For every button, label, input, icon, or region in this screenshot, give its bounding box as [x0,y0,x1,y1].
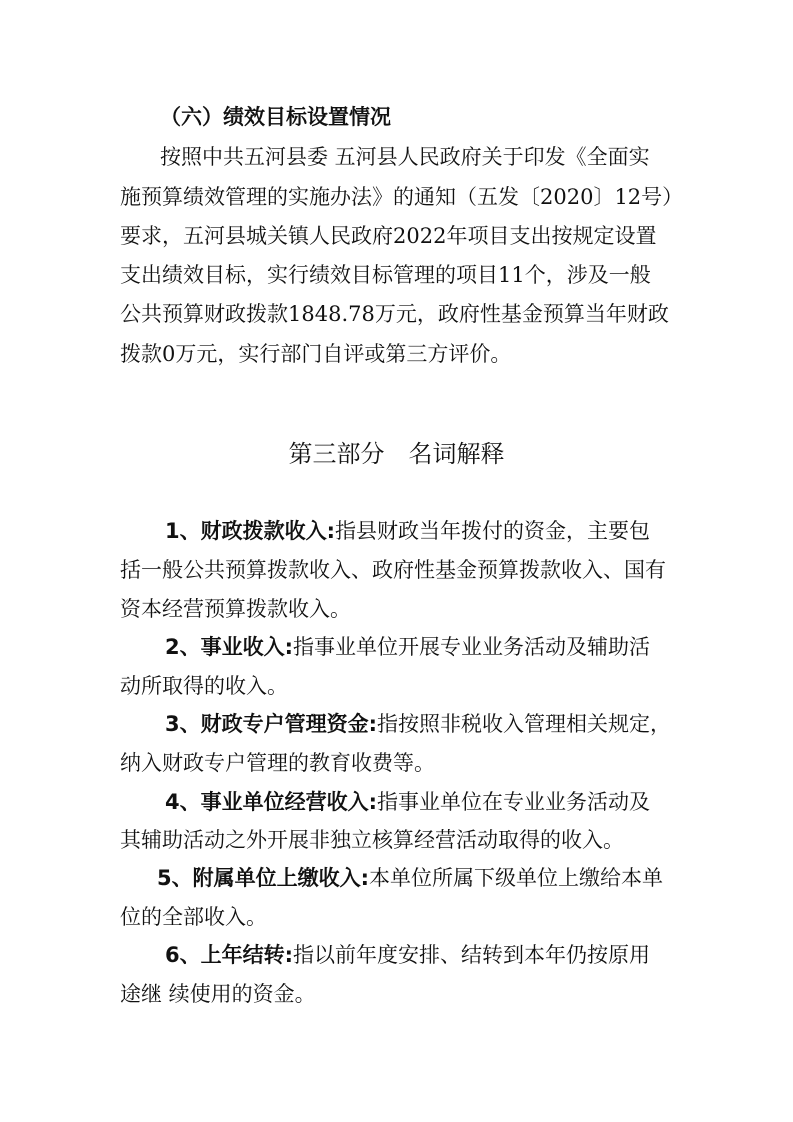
term-name: 3、财政专户管理资金: [165,712,378,736]
term-name: 6、上年结转: [165,943,294,967]
section-heading: （六）绩效目标设置情况 [160,105,391,129]
term-line [157,864,663,892]
paragraph-line: 公共预算财政拨款1848.78万元，政府性基金预算当年财政 [120,302,669,326]
paragraph-line: 按照中共五河县委 五河县人民政府关于印发《全面实 [160,145,650,169]
paragraph-line: 拨款0万元，实行部门自评或第三方评价。 [120,342,512,366]
term-definition: 指按照非税收入管理相关规定， [377,712,672,736]
term-line [165,633,650,661]
paragraph-line: 支出绩效目标，实行绩效目标管理的项目11个，涉及一般 [120,263,651,287]
term-line [165,517,650,545]
term-name: 4、事业单位经营收入: [165,790,378,814]
term-definition: 指以前年度安排、结转到本年仍按原用 [293,943,651,967]
term-line [165,788,650,816]
term-name: 2、事业收入: [165,635,294,659]
paragraph-line: 要求，五河县城关镇人民政府2022年项目支出按规定设置 [120,224,657,248]
term-definition-line: 括一般公共预算拨款收入、政府性基金预算拨款收入、国有 [120,558,666,582]
term-definition-line: 位的全部收入。 [120,905,267,929]
term-definition-line: 动所取得的收入。 [120,674,288,698]
term-definition-line: 资本经营预算拨款收入。 [120,597,351,621]
part-title: 第三部分 名词解释 [288,440,505,468]
term-definition-line: 其辅助活动之外开展非独立核算经营活动取得的收入。 [120,828,624,852]
term-definition-line: 纳入财政专户管理的教育收费等。 [120,751,435,775]
term-definition: 本单位所属下级单位上缴给本单 [369,866,664,890]
term-name: 1、财政拨款收入: [165,519,336,543]
paragraph-line: 施预算绩效管理的实施办法》的通知（五发〔2020〕12号） [120,185,684,209]
term-definition: 指事业单位在专业业务活动及 [377,790,651,814]
term-name: 5、附属单位上缴收入: [157,866,370,890]
term-line [165,941,650,969]
term-definition: 指县财政当年拨付的资金，主要包 [335,519,651,543]
term-definition: 指事业单位开展专业业务活动及辅助活 [293,635,651,659]
term-definition-line: 途继 续使用的资金。 [120,982,316,1006]
term-line [165,710,671,738]
